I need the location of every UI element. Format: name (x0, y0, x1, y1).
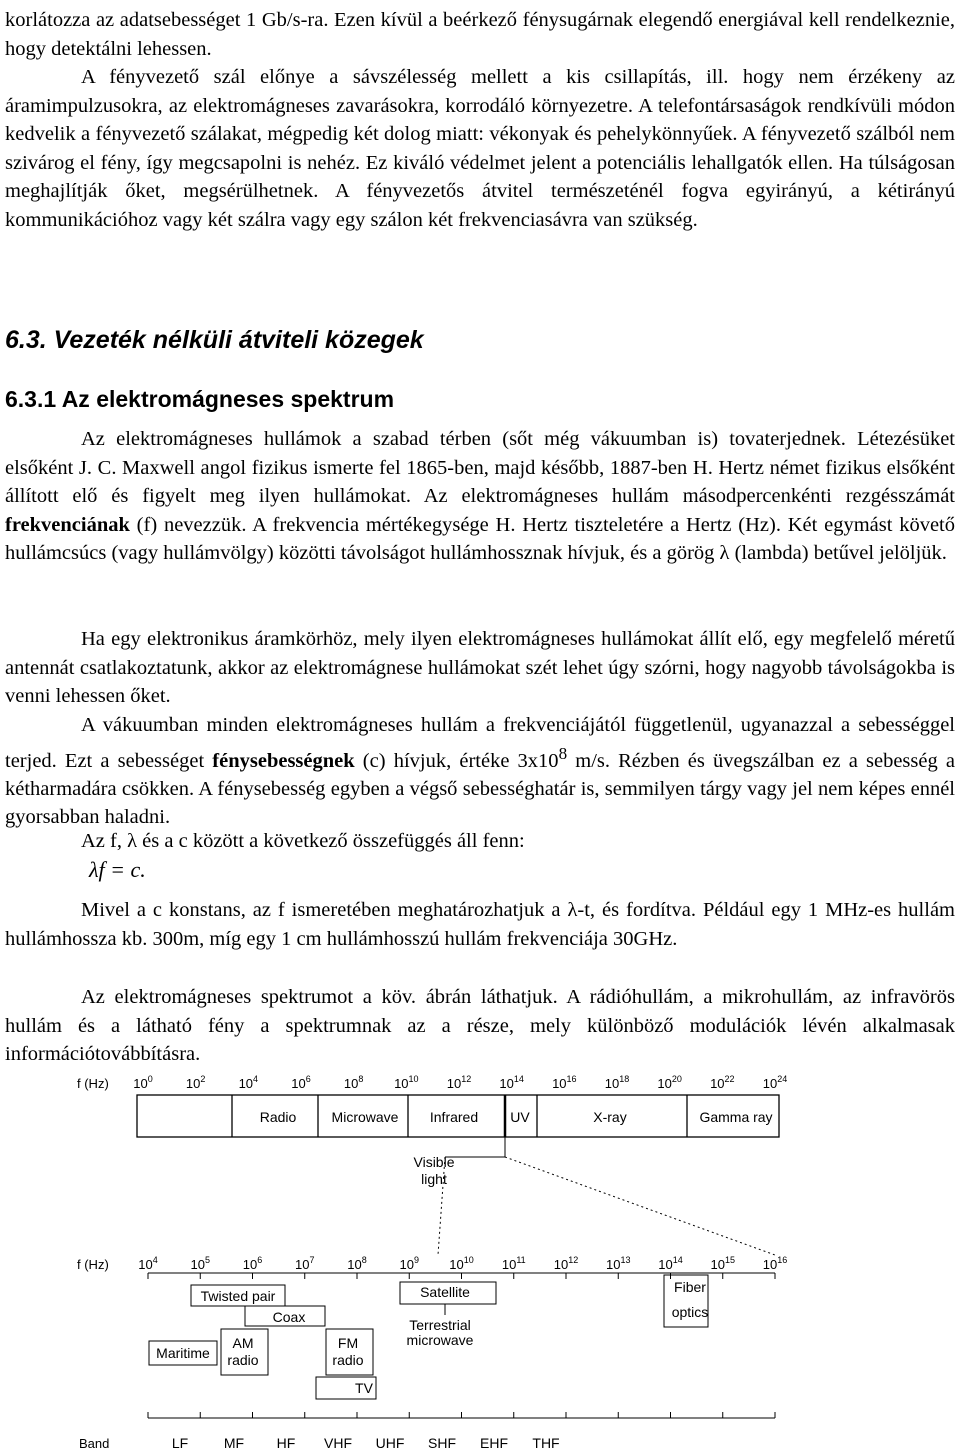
spectrum-band-label: X-ray (593, 1109, 627, 1125)
paragraph-example: Mivel a c konstans, az f ismeretében meghatározhatjuk a λ-t, és fordítva. Például egy 1 MHz-es hullám hullámhossza kb. 300m, míg egy 1 cm hullámhosszú hullám frekvenciája 30GHz. (5, 899, 955, 950)
text-run: (c) hívjuk, értéke 3x10 (354, 749, 559, 772)
axis2-label: f (Hz) (77, 1257, 109, 1272)
axis2-tick-label: $10^{10}$ (449, 1255, 474, 1272)
text-run: A vákuumban minden elektromágneses hullám a frekvenciájától függetlenül, ugyanazzal a sebességgel terjed. Ezt a sebességet (5, 714, 955, 772)
formula: λf = c. (89, 857, 146, 882)
visible-light-label-1: Visible (413, 1154, 455, 1170)
axis1-label: f (Hz) (77, 1076, 109, 1091)
axis1-tick-label: $10^0$ (133, 1074, 153, 1091)
visible-light-label-2: light (421, 1171, 447, 1187)
band-axis-ticks (148, 1412, 775, 1418)
paragraph-spectrum: Az elektromágneses spektrumot a köv. ábrán láthatjuk. A rádióhullám, a mikrohullám, az infravörös hullám és a látható fény a spektrumnak az a része, mely különböző modulációk lévén alkalmasak információtovábbításra. (5, 986, 955, 1065)
spectrum-band-label: UV (510, 1109, 530, 1125)
text-run: Az elektromágneses hullámok a szabad térben (sőt még vákuumban is) tovaterjednek. Létezésüket elsőként J. C. Maxwell angol fizikus ismerte fel 1865-ben, majd később, 1887-ben H. Hertz német fizikus elsőként állított elő és figyelt meg ilyen hullámokat. Az elektromágneses hullám másodpercenkénti rezgésszámát (5, 428, 955, 507)
twisted-pair-label: Twisted pair (200, 1288, 276, 1304)
band-name: LF (171, 1435, 189, 1451)
axis2-tick-label: $10^{15}$ (710, 1255, 735, 1272)
maritime-label: Maritime (156, 1345, 210, 1361)
axis2-tick-label: $10^9$ (399, 1255, 419, 1272)
tv-label: TV (355, 1380, 373, 1396)
band-name: HF (276, 1435, 296, 1451)
axis1-tick-label: $10^{16}$ (552, 1074, 577, 1091)
coax-label: Coax (272, 1309, 306, 1325)
axis2-tick-label: $10^{14}$ (658, 1255, 683, 1272)
paragraph-fiber-advantages: A fényvezető szál előnye a sávszélesség mellett a kis csillapítás, ill. hogy nem érzékeny az áramimpulzusokra, az elektromágneses zavarásokra, korrodáló környezetre. A telefontársaságok rendkívüli módon kedvelik a fényvezető szálakat, mégpedig két dolog miatt: vékonyak és pehelykönnyűek. A fényvezető szálból nem szivárog el fény, így megcsapolni is nehéz. Ez kiváló védelmet jelent a potenciális lehallgatók ellen. Ha túlságosan meghajlítják őket, megsérülhetnek. A fényvezetős átvitel természeténél fogva egyirányú, a kétirányú kommunikációhoz vagy két szálra vagy egy szálon két frekvenciasávra van szükség. (5, 66, 955, 231)
axis2-tick-label: $10^{13}$ (606, 1255, 631, 1272)
band-labels (172, 1435, 560, 1451)
axis1-tick-label: $10^8$ (343, 1074, 364, 1091)
fiber-label-1: Fiber (674, 1279, 706, 1295)
axis2-tick-label: $10^5$ (190, 1255, 210, 1272)
term-frequency: frekvenciának (5, 513, 130, 536)
axis1-tick-label: $10^{10}$ (394, 1074, 419, 1091)
band-name: EHF (480, 1435, 508, 1451)
band-name: UHF (375, 1435, 405, 1451)
satellite-label: Satellite (420, 1284, 470, 1300)
zoom-line-right (505, 1157, 775, 1255)
axis1-ticks (133, 1074, 787, 1091)
subsection-heading: 6.3.1 Az elektromágneses spektrum (5, 386, 395, 412)
band-name: THF (532, 1435, 560, 1451)
paragraph-light-speed (5, 711, 955, 832)
text-run: m/s. Rézben és üvegszálban ez a sebesség a kétharmadára csökken. A fénysebesség egyben a végső sebességhatár is, semmilyen tárgy vagy jel nem képes ennél gyorsabban haladni. (5, 749, 955, 829)
axis1-tick-label: $10^2$ (185, 1074, 206, 1091)
spectrum-band-label: Microwave (331, 1109, 399, 1125)
axis1-tick-label: $10^{12}$ (446, 1074, 472, 1091)
axis1-tick-label: $10^{22}$ (710, 1074, 735, 1091)
text-run: (f) nevezzük. A frekvencia mértékegysége H. Hertz tiszteletére a Hertz (Hz). Két egymást követő hullámcsúcs (vagy hullámvölgy) közötti távolságot hullámhossznak hívjuk, és a görög λ (lambda) betűvel jelöljük. (5, 513, 955, 564)
axis2-tick-label: $10^7$ (295, 1255, 315, 1272)
axis2-ticks (138, 1255, 787, 1272)
paragraph-relation: Az f, λ és a c között a következő összefüggés áll fenn: (81, 830, 525, 852)
band-name: MF (223, 1435, 245, 1451)
axis2-tick-label: $10^6$ (242, 1255, 263, 1272)
band-name: VHF (324, 1435, 352, 1451)
spectrum-band-label: Gamma ray (699, 1109, 773, 1125)
axis1-tick-label: $10^{18}$ (604, 1074, 630, 1091)
axis1-tick-label: $10^{24}$ (762, 1074, 788, 1091)
exponent: 8 (558, 743, 568, 763)
axis2-tick-label: $10^{16}$ (762, 1255, 788, 1272)
section-heading: 6.3. Vezeték nélküli átviteli közegek (5, 326, 424, 354)
axis2-tick-label: $10^4$ (138, 1255, 158, 1272)
axis1-tick-label: $10^4$ (238, 1074, 259, 1091)
fiber-label-2: optics (671, 1304, 709, 1320)
spectrum-figure (0, 1067, 960, 1452)
am-radio-label-2: radio (227, 1352, 259, 1368)
paragraph-em-waves (5, 425, 955, 568)
axis2-tick-label: $10^{11}$ (501, 1255, 526, 1272)
axis2-tick-label: $10^{12}$ (553, 1255, 579, 1272)
spectrum-band-label: Infrared (429, 1109, 479, 1125)
paragraph-fiber-rate: korlátozza az adatsebességet 1 Gb/s-ra. Ezen kívül a beérkező fénysugárnak elegendő energiával kell rendelkeznie, hogy detektálni lehessen. (5, 9, 955, 60)
axis1-tick-label: $10^{20}$ (657, 1074, 682, 1091)
spectrum-band-label: Radio (259, 1109, 297, 1125)
terrestrial-label-1: Terrestrial (409, 1317, 471, 1333)
band-name: SHF (428, 1435, 456, 1451)
fm-radio-label-1: FM (337, 1335, 359, 1351)
am-radio-label-1: AM (232, 1335, 254, 1351)
band-label: Band (79, 1436, 110, 1451)
axis2-tick-label: $10^8$ (347, 1255, 367, 1272)
axis1-tick-label: $10^{14}$ (499, 1074, 524, 1091)
terrestrial-label-2: microwave (406, 1332, 474, 1348)
spectrum-band-labels (260, 1109, 773, 1125)
term-light-speed: fénysebességnek (212, 749, 355, 772)
fm-radio-label-2: radio (332, 1352, 364, 1368)
axis1-tick-label: $10^6$ (291, 1074, 311, 1091)
paragraph-antenna: Ha egy elektronikus áramkörhöz, mely ilyen elektromágneses hullámokat állít elő, egy megfelelő méretű antennát csatlakoztatunk, akkor az elektromágnese hullámokat szét lehet úgy szórni, hogy nagyobb távolságokba is venni lehessen őket. (5, 628, 955, 707)
